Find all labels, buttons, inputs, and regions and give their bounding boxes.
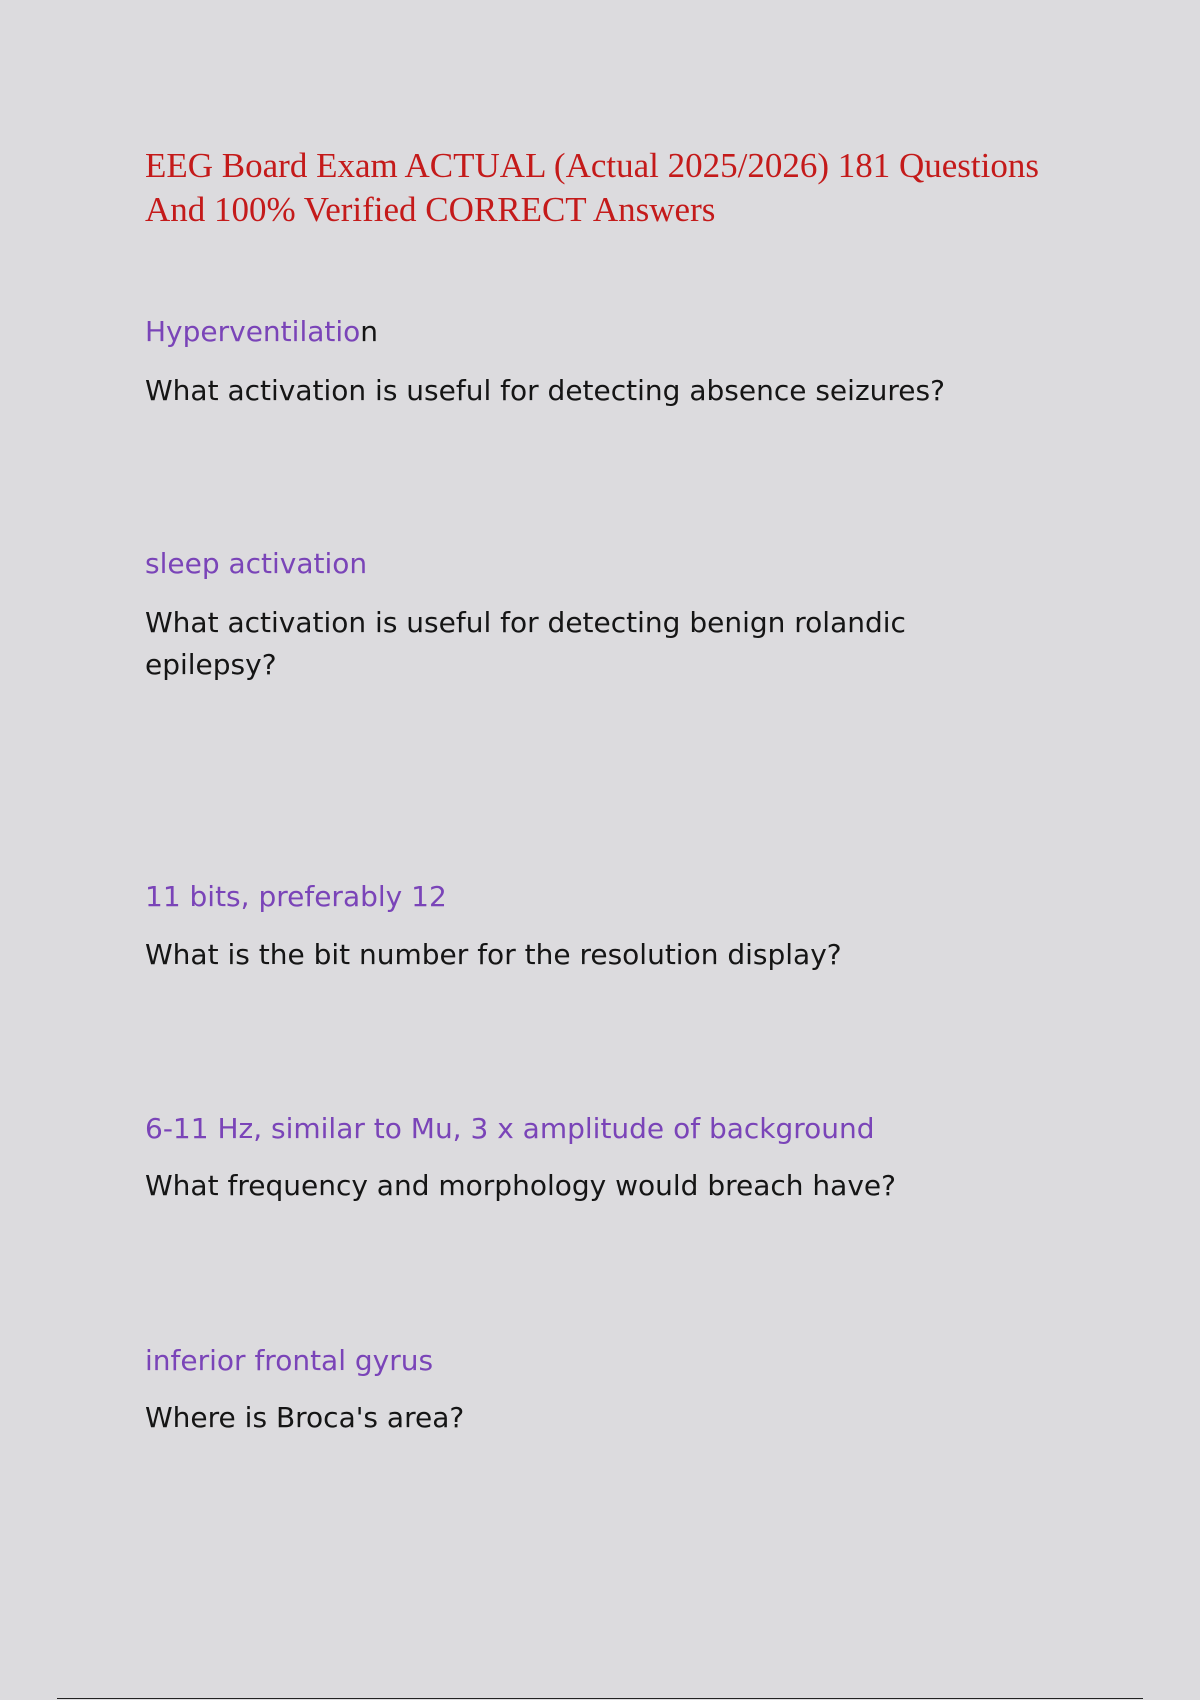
answer-text: inferior frontal gyrus: [145, 1344, 434, 1377]
question-text: What frequency and morphology would breach have?: [145, 1169, 896, 1202]
question-text: What is the bit number for the resolution display?: [145, 938, 842, 971]
document-title: EEG Board Exam ACTUAL (Actual 2025/2026) 181 Questions And 100% Verified CORRECT Answers: [145, 146, 1039, 229]
answer-text: 11 bits, preferably 12: [145, 880, 447, 913]
question-text: Where is Broca's area?: [145, 1401, 465, 1434]
question-text: What activation is useful for detecting absence seizures?: [145, 374, 945, 407]
answer-text: [145, 311, 378, 353]
answer-text: 6-11 Hz, similar to Mu, 3 x amplitude of background: [145, 1112, 875, 1145]
question-text: What activation is useful for detecting benign rolandic epilepsy?: [145, 606, 906, 681]
bottom-divider: [57, 1698, 1143, 1699]
answer-text: sleep activation: [145, 547, 368, 580]
answer-main: Hyperventilatio: [145, 315, 361, 348]
answer-tail: n: [360, 315, 379, 348]
